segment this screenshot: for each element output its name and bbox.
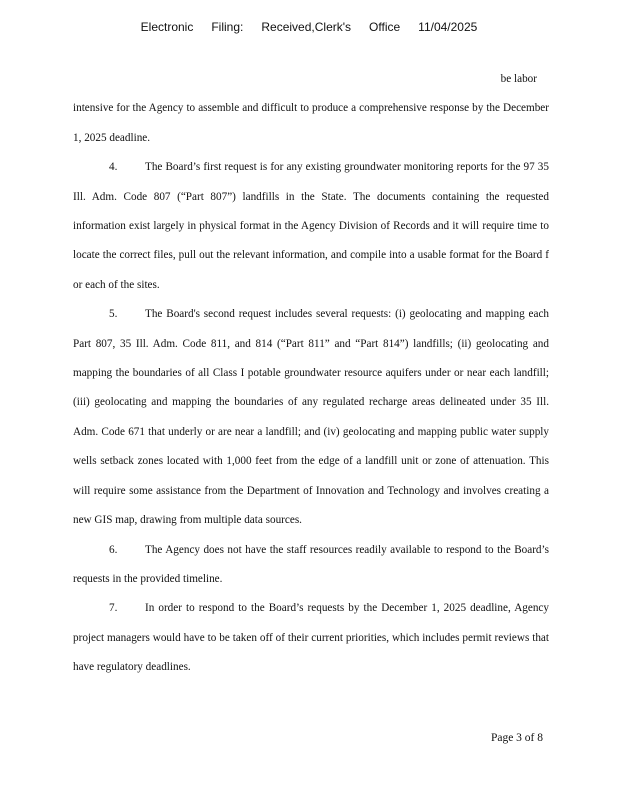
header-received: Received, xyxy=(261,20,315,34)
document-body xyxy=(73,65,549,683)
paragraph-number: 6. xyxy=(109,543,118,556)
continuation-text: intensive for the Agency to assemble and difficult to produce a comprehensive response by the December 1, 2025 deadline. xyxy=(73,102,549,144)
header-electronic: Electronic xyxy=(140,20,194,34)
header-date: 11/04/2025 xyxy=(418,20,478,34)
paragraph-5 xyxy=(73,300,549,535)
paragraph-text: The Agency does not have the staff resources readily available to respond to the Board’s requests in the provided timeline. xyxy=(73,543,549,585)
header-clerks: Clerk's xyxy=(314,20,352,34)
paragraph-4 xyxy=(73,153,549,300)
header-filing: Filing: xyxy=(211,20,244,34)
paragraph-text: The Board’s first request is for any existing groundwater monitoring reports for the 97 35 Ill. Adm. Code 807 (“Part 807”) landfills in the State. The documents containing the requested information exist largely in physical format in the Agency Division of Records and it will require time to locate the correct files, pull out the relevant information, and compile into a usable format for the Board f or each of the sites. xyxy=(73,161,549,291)
paragraph-text: In order to respond to the Board’s requests by the December 1, 2025 deadline, Agency project managers would have to be taken off of their current priorities, which includes permit reviews that have regulatory deadlines. xyxy=(73,602,549,674)
paragraph-number: 4. xyxy=(109,161,118,174)
header-office: Office xyxy=(369,20,401,34)
paragraph-6 xyxy=(73,536,549,595)
paragraph-number: 5. xyxy=(109,308,118,321)
paragraph-7 xyxy=(73,594,549,682)
paragraph-number: 7. xyxy=(109,602,118,615)
lead-fragment: be labor xyxy=(500,73,537,85)
filing-header xyxy=(0,20,618,34)
paragraph-text: The Board's second request includes several requests: (i) geolocating and mapping each Part 807, 35 Ill. Adm. Code 811, and 814 (“Part 811” and “Part 814”) landfills; (ii) geolocating and mapping the boundaries of all Class I potable groundwater resource aquifers under or near each landfill; (iii) geolocating and mapping the boundaries of any regulated recharge areas delineated under 35 Ill. Adm. Code 671 that underly or are near a landfill; and (iv) geolocating and mapping public water supply wells setback zones located with 1,000 feet from the edge of a landfill unit or zone of attenuation. This will require some assistance from the Department of Innovation and Technology and involves creating a new GIS map, drawing from multiple data sources. xyxy=(73,308,549,527)
page-number: Page 3 of 8 xyxy=(490,732,543,744)
